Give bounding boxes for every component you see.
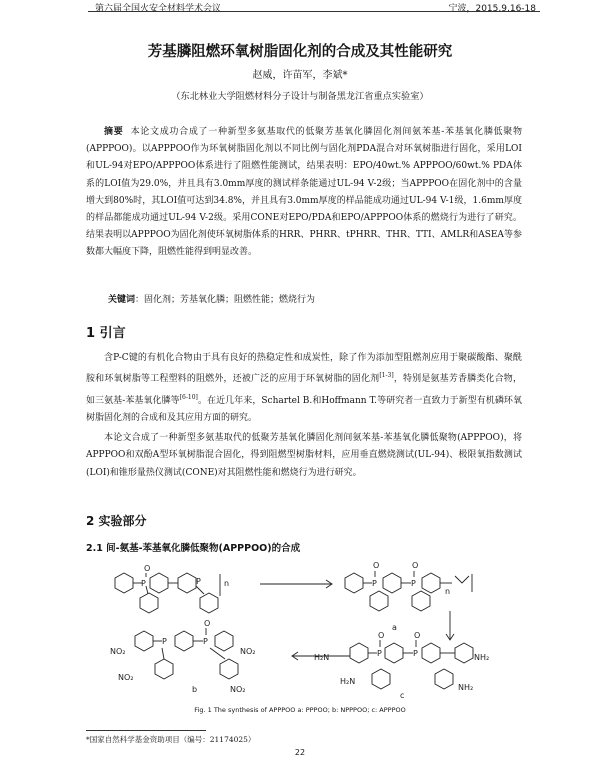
svg-text:P: P [196, 577, 201, 586]
svg-text:n: n [224, 579, 230, 588]
svg-text:O: O [144, 564, 151, 573]
product-a-structure [345, 561, 472, 632]
svg-text:O: O [204, 619, 211, 628]
svg-text:P: P [411, 579, 416, 588]
keywords-text: 固化剂；芳基氧化膦；阻燃性能；燃烧行为 [144, 295, 316, 305]
citation: [1-3] [379, 372, 394, 380]
keywords: 关键词：固化剂；芳基氧化膦；阻燃性能；燃烧行为 [108, 295, 316, 305]
label-c: c [400, 691, 405, 700]
svg-text:NO₂: NO₂ [110, 647, 126, 656]
svg-text:P: P [377, 649, 382, 658]
keywords-label: 关键词 [108, 295, 136, 305]
section-heading-experimental: 2 实验部分 [86, 514, 147, 528]
svg-text:NH₂: NH₂ [474, 653, 490, 662]
product-b-structure [110, 619, 256, 694]
product-c-structure [314, 631, 489, 700]
reactant-structure [115, 564, 229, 613]
svg-text:O: O [412, 561, 419, 570]
svg-text:H₂N: H₂N [314, 653, 330, 662]
header-rule [88, 11, 540, 12]
svg-text:NH₂: NH₂ [458, 683, 474, 692]
svg-text:H₂N: H₂N [340, 677, 356, 686]
svg-text:P: P [372, 579, 377, 588]
page-number: 22 [294, 748, 306, 757]
svg-text:P: P [141, 579, 146, 588]
citation: [6-10] [179, 393, 198, 401]
footnote: *国家自然科学基金资助项目（编号：21174025） [86, 735, 256, 744]
figure-caption: Fig. 1 The synthesis of APPPOO a: PPPOO; b: NPPPOO; c: APPPOO [194, 706, 406, 714]
svg-text:P: P [162, 637, 167, 646]
abstract-text: 本论文成功合成了一种新型多氨基取代的低聚芳基氧化膦固化剂间氨苯基-苯基氧化膦低聚物(APPPOO)。以APPPOO作为环氧树脂固化剂以不同比例与固化剂PDA混合对环氧树脂进行固化，采用LOI和UL-94对EPO/APPPOO体系进行了阻燃性能测试，结果表明：EPO/40wt.% APPPOO/60wt.% PDA体系的LOI值为29.0%，并且具有3.0mm厚度的测试样条能通过UL-94 V-2级；当APPPOO在固化剂中的含量增大到80%时，其LOI值可达到34.8%，并且具有3.0mm厚度的样品能成功通过UL-94 V-1级，1.6mm厚度的样品都能成功通过UL-94 V-2级。采用CONE对EPO/PDA和EPO/APPPOO体系的燃烧行为进行了研究。结果表明以APPPOO为固化剂使环氧树脂体系的HRR、PHRR、tPHRR、THR、TTI、AMLR和ASEA等参数都大幅度下降，阻燃性能得到明显改善。 [86, 127, 522, 258]
svg-text:NO₂: NO₂ [118, 673, 134, 682]
conference-place-date: 宁波，2015.9.16-18 [448, 4, 536, 14]
svg-text:O: O [414, 631, 421, 640]
svg-text:O: O [373, 561, 380, 570]
svg-text:P: P [413, 649, 418, 658]
label-b: b [192, 685, 198, 694]
affiliation: （东北林业大学阻燃材料分子设计与制备黑龙江省重点实验室） [171, 91, 429, 102]
authors: 赵威，许苗军，李斌* [252, 70, 348, 81]
label-a: a [392, 623, 397, 632]
section-heading-introduction: 1 引言 [86, 326, 126, 341]
abstract [86, 124, 522, 262]
svg-text:n: n [445, 587, 451, 596]
synthesis-scheme [100, 556, 520, 704]
paper-title: 芳基膦阻燃环氧树脂固化剂的合成及其性能研究 [147, 44, 453, 60]
svg-text:P: P [203, 637, 208, 646]
intro-paragraph-2: 本论文合成了一种新型多氨基取代的低聚芳基氧化膦固化剂间氨苯基-苯基氧化膦低聚物(APPPOO)，将APPPOO和双酚A型环氧树脂混合固化，得到阻燃型树脂材料，应用垂直燃烧测试(UL-94)、极限氧指数测试(LOI)和锥形量热仪测试(CONE)对其阻燃性能和燃烧行为进行研究。 [86, 433, 522, 478]
intro-paragraph-1: 含P-C键的有机化合物由于具有良好的热稳定性和成炭性，除了作为添加型阻燃剂应用于聚碳酸酯、聚酰胺和环氧树脂等工程塑料的阻燃外，还被广泛的应用于环氧树脂的固化剂[1-3]，特别是氨基芳香膦类化合物，如三氨基-苯基氧化膦等[6-10]。在近几年来，Schartel B.和Hoffmann T.等研究者一直致力于新型有机磷环氧树脂固化剂的合成和及其应用方面的研究。 [86, 353, 522, 424]
svg-text:O: O [378, 631, 385, 640]
conference-name: 第六届全国火安全材料学术会议 [95, 4, 222, 14]
abstract-label: 摘要 [104, 127, 124, 137]
footnote-rule [86, 730, 206, 731]
page-header [0, 0, 600, 12]
svg-text:NO₂: NO₂ [240, 647, 256, 656]
subsection-heading: 2.1 间-氨基-苯基氧化膦低聚物(APPPOO)的合成 [86, 543, 301, 554]
svg-text:NO₂: NO₂ [230, 685, 246, 694]
